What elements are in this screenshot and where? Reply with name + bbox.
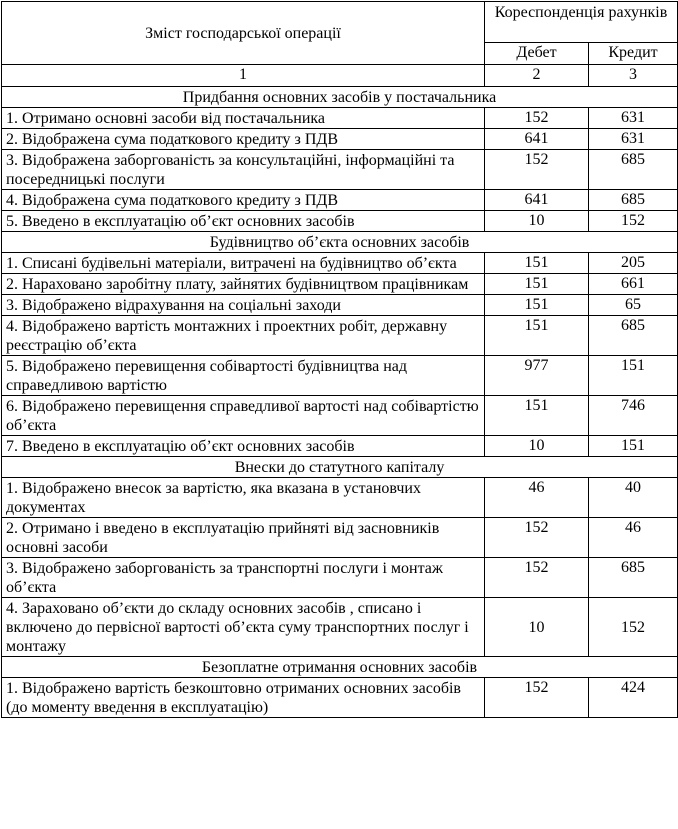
credit-cell: 424 <box>589 678 678 718</box>
table-row <box>2 190 678 211</box>
header-row <box>2 2 678 43</box>
debit-cell: 10 <box>485 436 589 457</box>
debit-cell: 152 <box>485 518 589 558</box>
section-heading: Безоплатне отримання основних засобів <box>2 657 678 678</box>
credit-cell: 151 <box>589 356 678 396</box>
credit-cell: 205 <box>589 253 678 274</box>
operation-cell: 2. Нараховано заробітну плату, зайнятих будівництвом працівникам <box>2 274 485 295</box>
table-row <box>2 518 678 558</box>
debit-cell: 151 <box>485 396 589 436</box>
credit-cell: 152 <box>589 598 678 657</box>
operation-cell: 6. Відображено перевищення справедливої вартості над собівартістю об’єкта <box>2 396 485 436</box>
credit-cell: 65 <box>589 295 678 316</box>
debit-cell: 152 <box>485 678 589 718</box>
section-heading-row <box>2 657 678 678</box>
credit-cell: 631 <box>589 108 678 129</box>
operation-cell: 1. Отримано основні засоби від постачальника <box>2 108 485 129</box>
section-heading: Придбання основних засобів у постачальника <box>2 87 678 108</box>
credit-cell: 746 <box>589 396 678 436</box>
credit-cell: 46 <box>589 518 678 558</box>
debit-cell: 10 <box>485 211 589 232</box>
table-row <box>2 356 678 396</box>
table-row <box>2 274 678 295</box>
debit-cell: 641 <box>485 190 589 211</box>
debit-cell: 977 <box>485 356 589 396</box>
section-heading-row <box>2 457 678 478</box>
credit-cell: 151 <box>589 436 678 457</box>
section-heading: Будівництво об’єкта основних засобів <box>2 232 678 253</box>
credit-cell: 685 <box>589 150 678 190</box>
credit-cell: 685 <box>589 190 678 211</box>
credit-cell: 631 <box>589 129 678 150</box>
debit-cell: 151 <box>485 316 589 356</box>
column-number-2: 2 <box>485 65 589 87</box>
debit-cell: 152 <box>485 108 589 129</box>
operation-cell: 4. Відображена сума податкового кредиту з ПДВ <box>2 190 485 211</box>
operation-cell: 5. Відображено перевищення собівартості будівництва над справедливою вартістю <box>2 356 485 396</box>
table-row <box>2 316 678 356</box>
accounting-entries-table <box>1 1 678 718</box>
section-heading-row <box>2 87 678 108</box>
table-row <box>2 295 678 316</box>
correspondence-column-header: Кореспонденція рахунків <box>485 2 678 43</box>
operation-cell: 2. Отримано і введено в експлуатацію прийняті від засновників основні засоби <box>2 518 485 558</box>
table-row <box>2 598 678 657</box>
operation-cell: 1. Списані будівельні матеріали, витрачені на будівництво об’єкта <box>2 253 485 274</box>
credit-cell: 685 <box>589 316 678 356</box>
credit-cell: 685 <box>589 558 678 598</box>
debit-cell: 151 <box>485 253 589 274</box>
operation-cell: 1. Відображено внесок за вартістю, яка вказана в установчих документах <box>2 478 485 518</box>
table-row <box>2 211 678 232</box>
debit-cell: 10 <box>485 598 589 657</box>
debit-cell: 152 <box>485 558 589 598</box>
debit-cell: 152 <box>485 150 589 190</box>
section-heading-row <box>2 232 678 253</box>
table-row <box>2 396 678 436</box>
debit-column-header: Дебет <box>485 43 589 65</box>
table-row <box>2 253 678 274</box>
column-number-1: 1 <box>2 65 485 87</box>
debit-cell: 151 <box>485 274 589 295</box>
operation-cell: 5. Введено в експлуатацію об’єкт основних засобів <box>2 211 485 232</box>
column-number-3: 3 <box>589 65 678 87</box>
operation-column-header: Зміст господарської операції <box>2 2 485 65</box>
credit-column-header: Кредит <box>589 43 678 65</box>
credit-cell: 152 <box>589 211 678 232</box>
debit-cell: 641 <box>485 129 589 150</box>
debit-cell: 46 <box>485 478 589 518</box>
operation-cell: 7. Введено в експлуатацію об’єкт основних засобів <box>2 436 485 457</box>
operation-cell: 3. Відображена заборгованість за консультаційні, інформаційні та посередницькі послуги <box>2 150 485 190</box>
debit-cell: 151 <box>485 295 589 316</box>
operation-cell: 4. Зараховано об’єкти до складу основних засобів , списано і включено до первісної вартості об’єкта суму транспортних послуг і монтажу <box>2 598 485 657</box>
operation-cell: 2. Відображена сума податкового кредиту з ПДВ <box>2 129 485 150</box>
column-number-row <box>2 65 678 87</box>
table-row <box>2 129 678 150</box>
table-row <box>2 558 678 598</box>
table-row <box>2 678 678 718</box>
credit-cell: 661 <box>589 274 678 295</box>
operation-cell: 4. Відображено вартість монтажних і проектних робіт, державну реєстрацію об’єкта <box>2 316 485 356</box>
table-body <box>2 87 678 718</box>
operation-cell: 3. Відображено відрахування на соціальні заходи <box>2 295 485 316</box>
credit-cell: 40 <box>589 478 678 518</box>
table-row <box>2 150 678 190</box>
section-heading: Внески до статутного капіталу <box>2 457 678 478</box>
operation-cell: 1. Відображено вартість безкоштовно отриманих основних засобів (до моменту введення в експлуатацію) <box>2 678 485 718</box>
operation-cell: 3. Відображено заборгованість за транспортні послуги і монтаж об’єкта <box>2 558 485 598</box>
table-row <box>2 436 678 457</box>
table-row <box>2 478 678 518</box>
table-row <box>2 108 678 129</box>
